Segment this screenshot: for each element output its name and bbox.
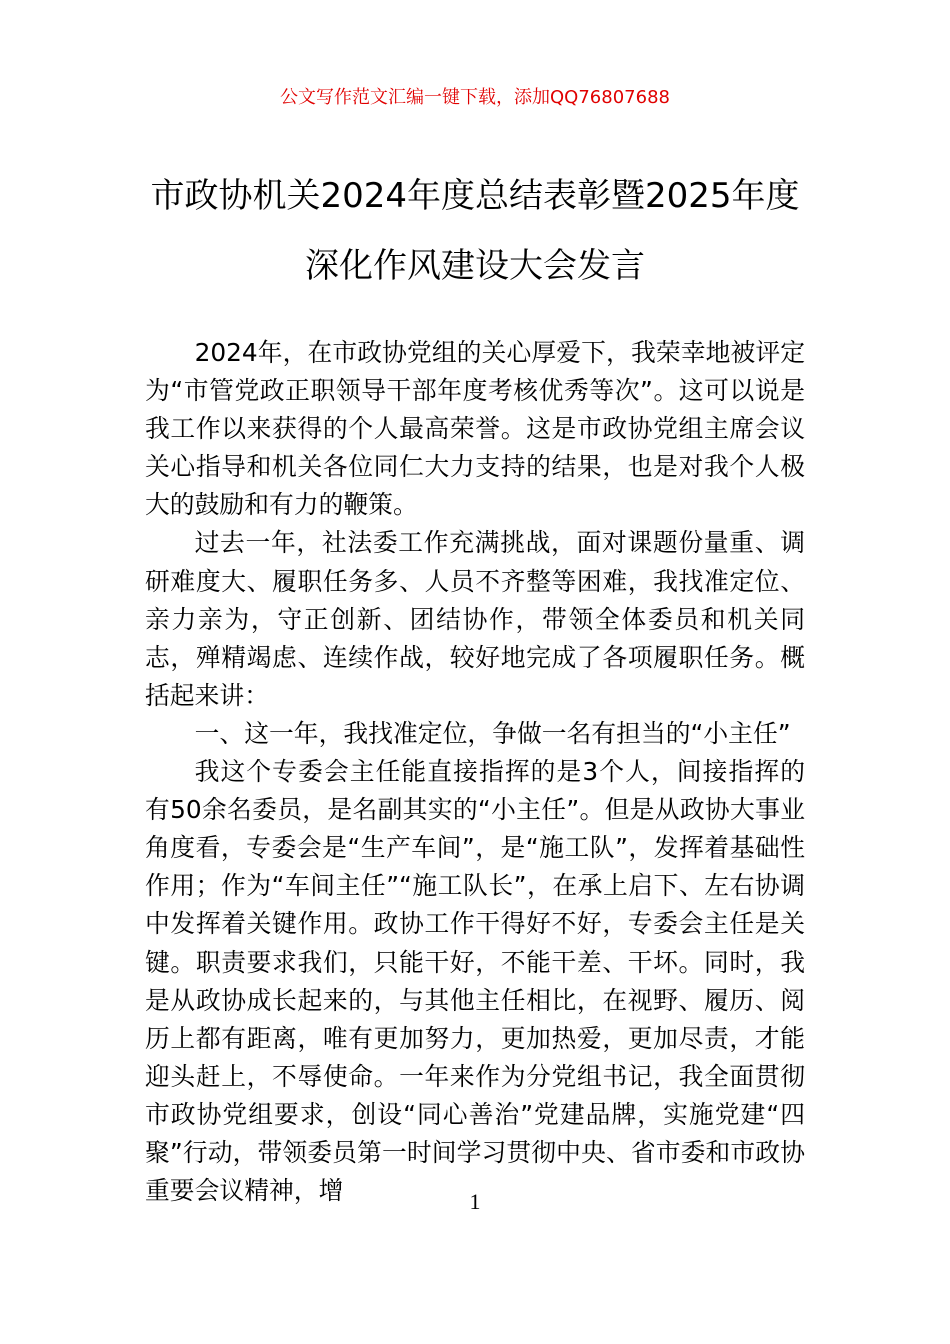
paragraph-summary: 过去一年，社法委工作充满挑战，面对课题份量重、调研难度大、履职任务多、人员不齐整等困难，我找准定位、亲力亲为，守正创新、团结协作，带领全体委员和机关同志，殚精竭虑、连续作战，较好地完成了各项履职任务。概括起来讲： [145,528,805,710]
document-title-line-1: 市政协机关2024年度总结表彰暨2025年度 [150,176,800,216]
section-heading-1: 一、这一年，我找准定位，争做一名有担当的“小主任” [194,718,791,748]
document-title-line-2: 深化作风建设大会发言 [305,246,645,286]
paragraph-intro: 2024年，在市政协党组的关心厚爱下，我荣幸地被评定为“市管党政正职领导干部年度考核优秀等次”。这可以说是我工作以来获得的个人最高荣誉。这是市政协党组主席会议关心指导和机关各位同仁大力支持的结果，也是对我个人极大的鼓励和有力的鞭策。 [145,338,805,520]
download-banner: 公文写作范文汇编一键下载，添加QQ76807688 [280,87,670,108]
page-number: 1 [469,1189,481,1214]
paragraph-section-1: 我这个专委会主任能直接指挥的是3个人，间接指挥的有50余名委员，是名副其实的“小主任”。但是从政协大事业角度看，专委会是“生产车间”，是“施工队”，发挥着基础性作用；作为“车间主任”“施工队长”，在承上启下、左右协调中发挥着关键作用。政协工作干得好不好，专委会主任是关键。职责要求我们，只能干好，不能干差、干坏。同时，我是从政协成长起来的，与其他主任相比，在视野、履历、阅历上都有距离，唯有更加努力，更加热爱，更加尽责，才能迎头赶上，不辱使命。一年来作为分党组书记，我全面贯彻市政协党组要求，创设“同心善治”党建品牌，实施党建“四聚”行动，带领委员第一时间学习贯彻中央、省市委和市政协重要会议精神，增 [145,757,805,1206]
document-body [145,334,805,1210]
